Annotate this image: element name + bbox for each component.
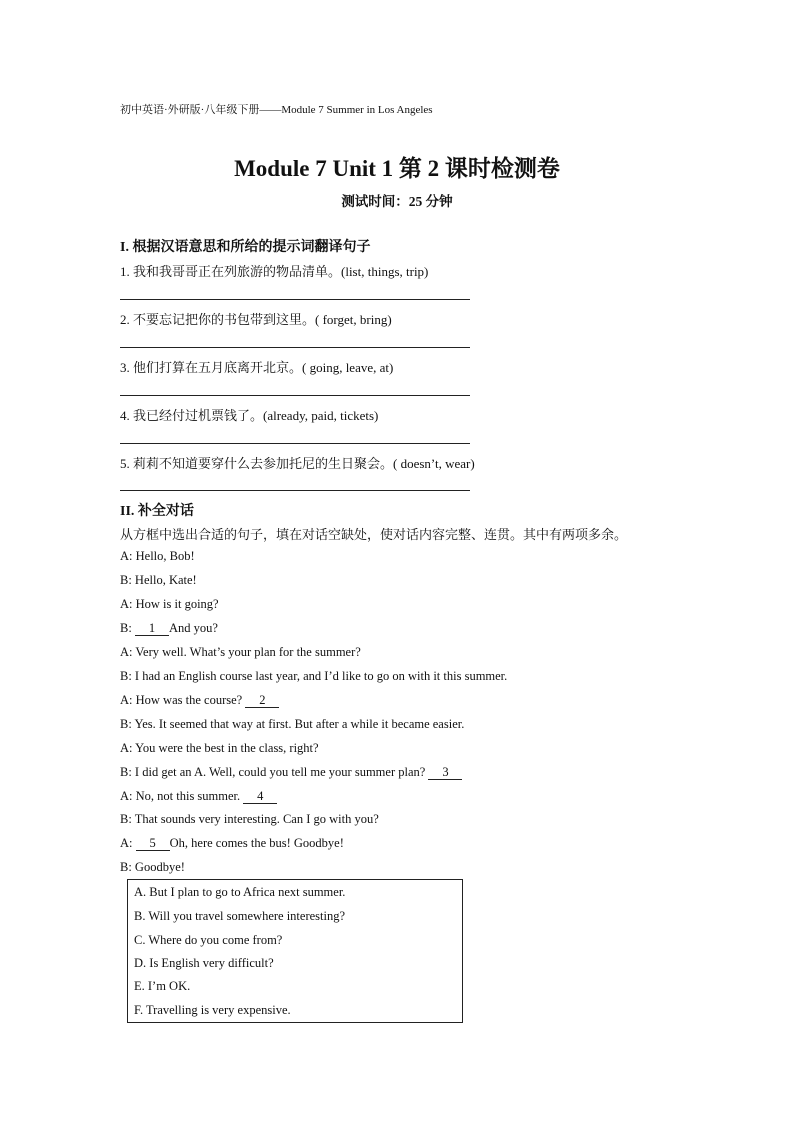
- section-2-instruction: 从方框中选出合适的句子，填在对话空缺处，使对话内容完整、连贯。其中有两项多余。: [120, 527, 628, 542]
- blank-4[interactable]: 4: [243, 790, 277, 804]
- answer-line-4[interactable]: [120, 443, 470, 444]
- dialogue-prefix: A:: [120, 836, 136, 850]
- blank-1[interactable]: 1: [135, 622, 169, 636]
- answer-line-2[interactable]: [120, 347, 470, 348]
- question-4: 4. 我已经付过机票钱了。(already, paid, tickets): [120, 408, 379, 423]
- dialogue-line: B: I had an English course last year, and I’d like to go on with it this summer.: [120, 669, 508, 683]
- dialogue-line: A: You were the best in the class, right?: [120, 741, 319, 755]
- dialogue-line: [120, 789, 277, 804]
- dialogue-suffix: And you?: [168, 621, 218, 635]
- dialogue-line: [120, 836, 344, 851]
- dialogue-line: B: Hello, Kate!: [120, 573, 197, 587]
- dialogue-line: [120, 765, 462, 780]
- dialogue-line: B: Goodbye!: [120, 860, 185, 874]
- blank-5[interactable]: 5: [136, 837, 170, 851]
- dialogue-line: [120, 693, 279, 708]
- question-5: 5. 莉莉不知道要穿什么去参加托尼的生日聚会。( doesn’t, wear): [120, 456, 475, 471]
- answer-line-3[interactable]: [120, 395, 470, 396]
- option-f: F. Travelling is very expensive.: [134, 1003, 291, 1017]
- dialogue-prefix: A: How was the course?: [120, 693, 246, 707]
- page-title: Module 7 Unit 1 第 2 课时检测卷: [234, 156, 560, 181]
- dialogue-line: A: Very well. What’s your plan for the summer?: [120, 645, 361, 659]
- blank-2[interactable]: 2: [245, 694, 279, 708]
- dialogue-line: A: Hello, Bob!: [120, 549, 195, 563]
- test-duration: 测试时间：25 分钟: [341, 194, 453, 209]
- dialogue-line: B: That sounds very interesting. Can I go with you?: [120, 812, 379, 826]
- dialogue-suffix: Oh, here comes the bus! Goodbye!: [169, 836, 344, 850]
- section-2-heading: II. 补全对话: [120, 504, 194, 519]
- options-box: [127, 879, 463, 1023]
- dialogue-line: A: How is it going?: [120, 597, 219, 611]
- option-d: D. Is English very difficult?: [134, 956, 274, 970]
- blank-3[interactable]: 3: [428, 766, 462, 780]
- dialogue-prefix: B:: [120, 621, 135, 635]
- question-2: 2. 不要忘记把你的书包带到这里。( forget, bring): [120, 312, 392, 327]
- page-header: 初中英语·外研版·八年级下册——Module 7 Summer in Los Angeles: [120, 104, 433, 116]
- question-1: 1. 我和我哥哥正在列旅游的物品清单。(list, things, trip): [120, 264, 429, 279]
- dialogue-line: B: Yes. It seemed that way at first. But after a while it became easier.: [120, 717, 465, 731]
- answer-line-5[interactable]: [120, 490, 470, 491]
- option-c: C. Where do you come from?: [134, 933, 283, 947]
- option-a: A. But I plan to go to Africa next summer.: [134, 885, 346, 899]
- dialogue-prefix: B: I did get an A. Well, could you tell me your summer plan?: [120, 765, 429, 779]
- option-e: E. I’m OK.: [134, 979, 191, 993]
- answer-line-1[interactable]: [120, 299, 470, 300]
- option-b: B. Will you travel somewhere interesting?: [134, 909, 346, 923]
- dialogue-line: [120, 621, 218, 636]
- section-1-heading: I. 根据汉语意思和所给的提示词翻译句子: [120, 240, 371, 255]
- question-3: 3. 他们打算在五月底离开北京。( going, leave, at): [120, 360, 394, 375]
- dialogue-prefix: A: No, not this summer.: [120, 789, 244, 803]
